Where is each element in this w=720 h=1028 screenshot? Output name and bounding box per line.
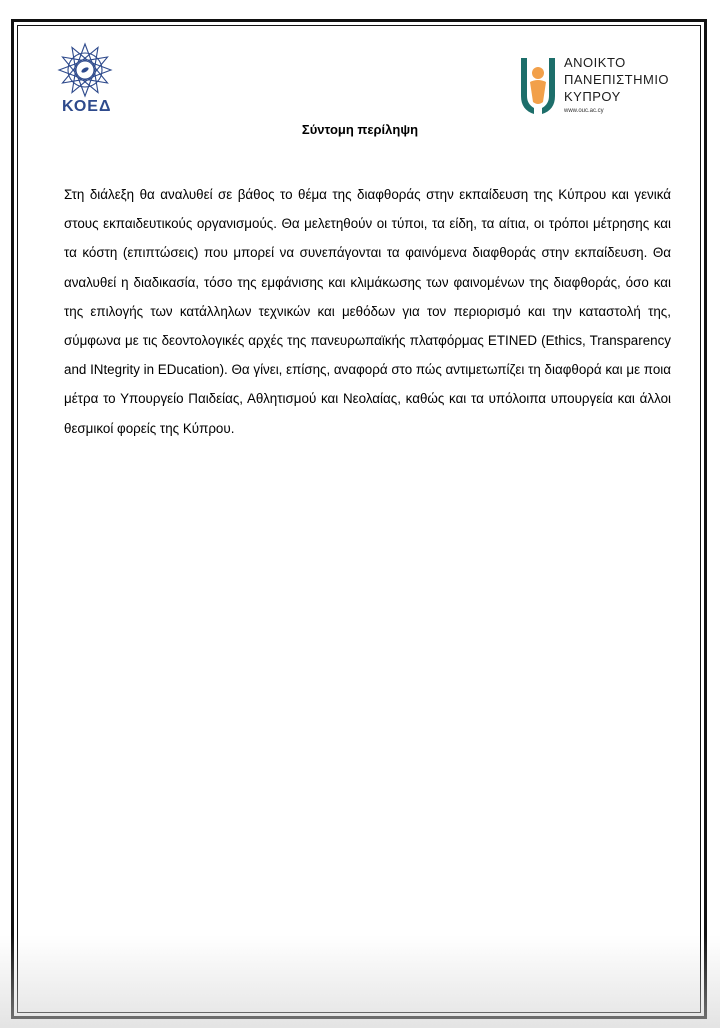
page-border-inner [17, 25, 701, 1013]
document-title: Σύντομη περίληψη [301, 122, 419, 137]
ouc-logo-url: www.ouc.ac.cy [564, 108, 604, 114]
ouc-figure-logo-icon [518, 56, 558, 118]
ouc-logo-line-2: ΠΑΝΕΠΙΣΤΗΜΙΟ [564, 72, 670, 87]
koed-logo-text: ΚΟΕΔ [62, 98, 112, 115]
koed-logo [55, 42, 115, 117]
ouc-logo [518, 56, 668, 118]
koed-star-logo-icon [57, 42, 113, 98]
ouc-logo-line-1: ΑΝΟΙΚΤΟ [564, 55, 626, 70]
ouc-logo-line-3: ΚΥΠΡΟΥ [564, 89, 621, 104]
page-bottom-shade [0, 935, 720, 1028]
document-body: Στη διάλεξη θα αναλυθεί σε βάθος το θέμα της διαφθοράς στην εκπαίδευση της Κύπρου και γενικά στους εκπαιδευτικούς οργανισμούς. Θα μελετηθούν οι τύποι, τα είδη, τα αίτια, οι τρόποι μέτρησης και τα κόστη (επιπτώσεις) που μπορεί να συνεπάγονται τα φαινόμενα διαφθοράς στην εκπαίδευση. Θα αναλυθεί η διαδικασία, τόσο της εμφάνισης και κλιμάκωσης των φαινομένων της διαφθοράς, όσο και της επιλογής των κατάλληλων τεχνικών και μεθόδων για τον περιορισμό και την καταστολή της, σύμφωνα με τις δεοντολογικές αρχές της πανευρωπαϊκής πλατφόρμας ETINED (Ethics, Transparency and INtegrity in EDucation). Θα γίνει, επίσης, αναφορά στο πώς αντιμετωπίζει τη διαφθορά και με ποια μέτρα το Υπουργείο Παιδείας, Αθλητισμού και Νεολαίας, καθώς και τα υπόλοιπα υπουργεία και άλλοι θεσμικοί φορείς της Κύπρου. [64, 187, 671, 436]
